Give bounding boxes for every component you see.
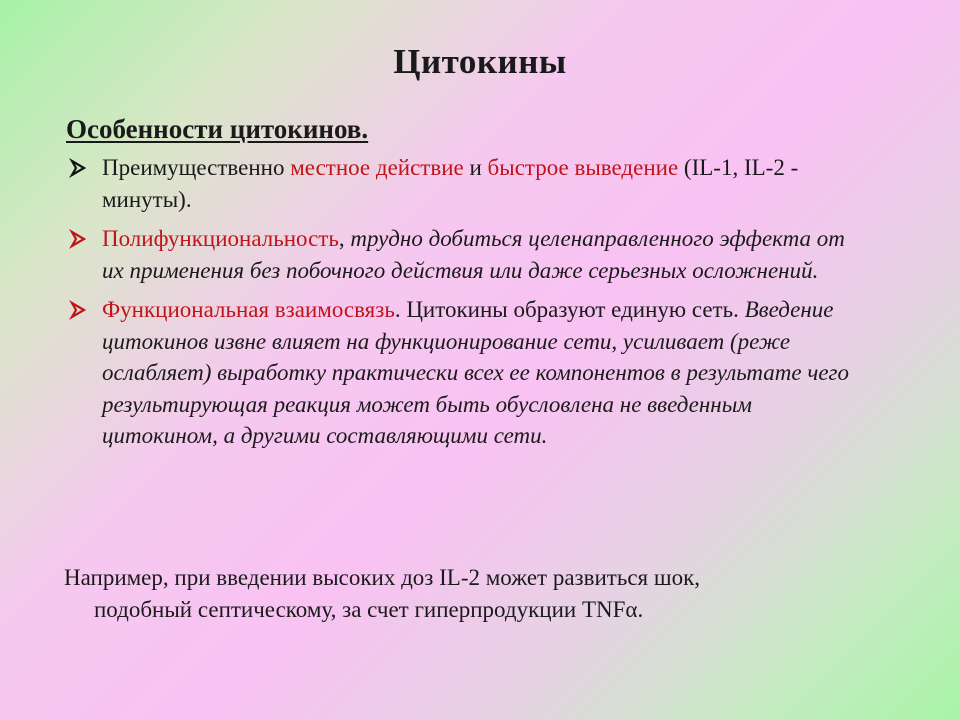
highlight-local-action: местное действие — [290, 155, 464, 180]
highlight-polyfunctionality: Полифункциональность — [102, 226, 339, 251]
item-text: Преимущественно — [102, 155, 291, 180]
item-italic-text: трудно добиться целенаправленного эффекта от их применения без побочного действия или даже серьезных осложнений. — [102, 226, 845, 283]
item-text: и — [463, 155, 488, 180]
highlight-functional-link: Функциональная взаимосвязь — [102, 297, 395, 322]
arrow-bullet-icon — [68, 152, 90, 183]
list-item — [66, 152, 866, 215]
list-item — [66, 223, 866, 286]
item-text: . Цитокины образуют единую сеть. — [394, 297, 745, 322]
arrow-bullet-icon — [68, 294, 90, 325]
note-line-1: Например, при введении высоких доз IL-2 может развиться шок, — [64, 565, 701, 590]
feature-list — [66, 152, 866, 460]
slide-title: Цитокины — [393, 42, 567, 81]
item-text: (IL-1, IL-2 - минуты). — [102, 155, 799, 212]
list-item — [66, 294, 866, 452]
highlight-fast-elimination: быстрое выведение — [487, 155, 679, 180]
example-note — [64, 562, 864, 625]
note-line-2: подобный септическому, за счет гиперпродукции TNFα. — [94, 596, 644, 622]
item-text: , — [338, 226, 351, 251]
item-italic-text: Введение цитокинов извне влияет на функционирование сети, усиливает (реже ослабляет) выработку практически всех ее компонентов в результате чего результирующая реакция может быть обусловлена не введенным цитокином, а другими составляющими сети. — [102, 297, 849, 448]
slide-subtitle: Особенности цитокинов. — [66, 114, 369, 144]
arrow-bullet-icon — [68, 223, 90, 254]
